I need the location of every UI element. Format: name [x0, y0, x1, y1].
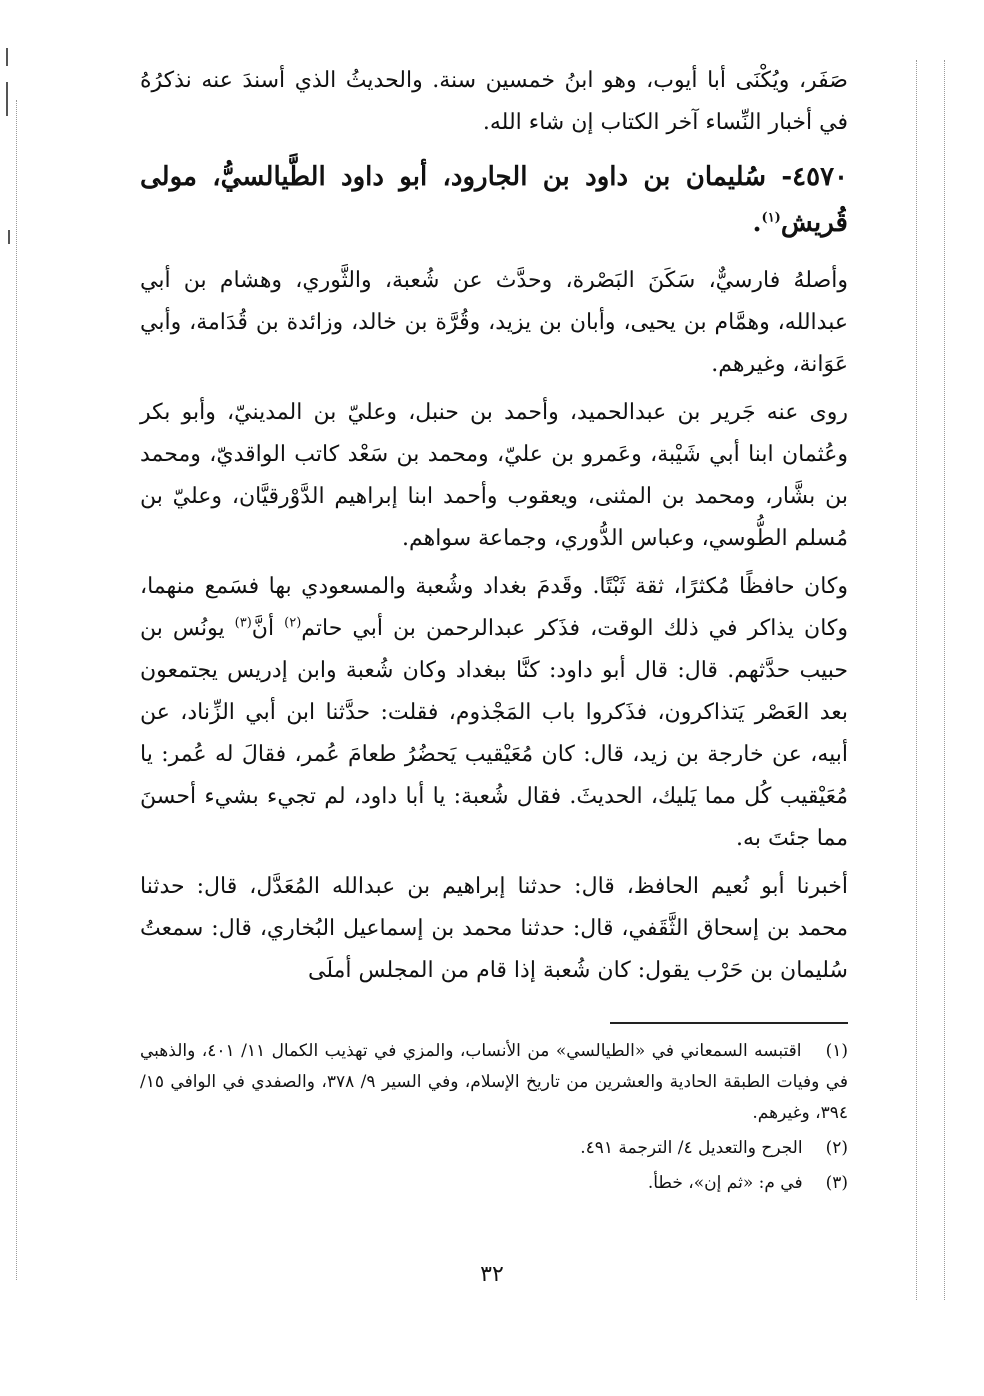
paragraph: أخبرنا أبو نُعيم الحافظ، قال: حدثنا إبراهيم بن عبدالله المُعَدَّل، قال: حدثنا محمد بن إسحاق الثَّقَفي، قال: حدثنا محمد بن إسماعيل البُخاري، قال: سمعتُ سُليمان بن حَرْب يقول: كان شُعبة إذا قام من المجلس أملَى: [140, 874, 848, 983]
footnote-text: في م: «ثم إن»، خطأ.: [647, 1173, 803, 1193]
footnote-number: (١): [825, 1041, 848, 1061]
scan-dotted-line: [16, 100, 17, 1280]
footnote: [140, 1036, 848, 1129]
paragraph-text: يونُس بن حبيب حدَّثهم. قال: قال أبو داود: كنَّا ببغداد وكان شُعبة وابن إدريس يجتمعون بعد العَصْر يَتذاكرون، فذَكروا باب المَجْذوم، فقلت: حدَّثنا ابن أبي الزِّناد، عن أبيه، عن خارجة بن زيد، قال: كان مُعَيْقيب يَحضُرُ طعامَ عُمر، فقالَ له عُمر: يا مُعَيْقيب كُل مما يَليك، الحديثَ. فقال شُعبة: يا أبا داود، لم تجيء بشيء أحسنَ مما جئتَ به.: [140, 616, 848, 851]
paragraph-text: أنَّ: [251, 616, 285, 641]
footnote-separator: [610, 1022, 848, 1024]
paragraph-text: وكان حافظًا مُكثرًا، ثقة ثَبْتًا. وقَدمَ بغداد وشُعبة والمسعودي بها فسَمع منهما، وكان يذاكر في ذلك الوقت، فذَكر عبدالرحمن بن أبي حاتم: [140, 574, 849, 641]
entry-heading: ٤٥٧٠- سُليمان بن داود بن الجارود، أبو داود الطَّيالسيُّ، مولى قُريش$^{(١)}$.: [140, 162, 848, 238]
footnote: [140, 1168, 848, 1199]
footnote-ref[interactable]: (١): [761, 210, 781, 226]
page-number: ٣٢: [480, 1262, 504, 1287]
scan-edge-mark: [8, 230, 10, 244]
scan-dotted-line: [916, 60, 917, 1300]
paragraph: [140, 566, 848, 860]
footnote-ref[interactable]: (٢): [284, 615, 302, 631]
footnote-number: (٢): [825, 1138, 848, 1158]
footnote: [140, 1133, 848, 1164]
footnotes: [140, 1036, 848, 1203]
scan-edge-mark: [6, 48, 8, 66]
paragraph: روى عنه جَرير بن عبدالحميد، وأحمد بن حنبل، وعليّ بن المدينيّ، وأبو بكر وعُثمان ابنا أبي شَيْبة، وعَمرو بن عليّ، ومحمد بن سَعْد كاتب الواقديّ، ومحمد بن بشَّار، ومحمد بن المثنى، ويعقوب وأحمد ابنا إبراهيم الدَّوْرقيَّان، وعليّ بن مُسلم الطُّوسي، وعباس الدُّوري، وجماعة سواهم.: [140, 400, 848, 551]
paragraph: صَفَر، ويُكْنَى أبا أيوب، وهو ابنُ خمسين سنة. والحديثُ الذي أسندَ عنه نذكرُهُ في أخبار النِّساء آخر الكتاب إن شاء الله.: [140, 68, 848, 135]
footnote-ref[interactable]: (٣): [234, 615, 252, 631]
footnote-text: اقتبسه السمعاني في «الطيالسي» من الأنساب، والمزي في تهذيب الكمال ١١/ ٤٠١، والذهبي في وفيات الطبقة الحادية والعشرين من تاريخ الإسلام، وفي السير ٩/ ٣٧٨، والصفدي في الوافي ١٥/ ٣٩٤، وغيرهم.: [140, 1041, 848, 1123]
scan-edge-mark: [6, 82, 8, 116]
main-text: [140, 60, 848, 992]
entry-title: ٤٥٧٠- سُليمان بن داود بن الجارود، أبو داود الطَّيالسيُّ، مولى قُريش: [140, 162, 848, 238]
scan-dotted-line: [944, 60, 945, 1300]
footnote-number: (٣): [825, 1173, 848, 1193]
footnote-text: الجرح والتعديل ٤/ الترجمة ٤٩١.: [580, 1138, 803, 1158]
paragraph: وأصلهُ فارسيٌّ، سَكَنَ البَصْرة، وحدَّث عن شُعبة، والثَّوري، وهشام بن أبي عبدالله، وهمَّام بن يحيى، وأبان بن يزيد، وقُرَّة بن خالد، وزائدة بن قُدَامة، وأبي عَوَانة، وغيرهم.: [140, 268, 848, 377]
